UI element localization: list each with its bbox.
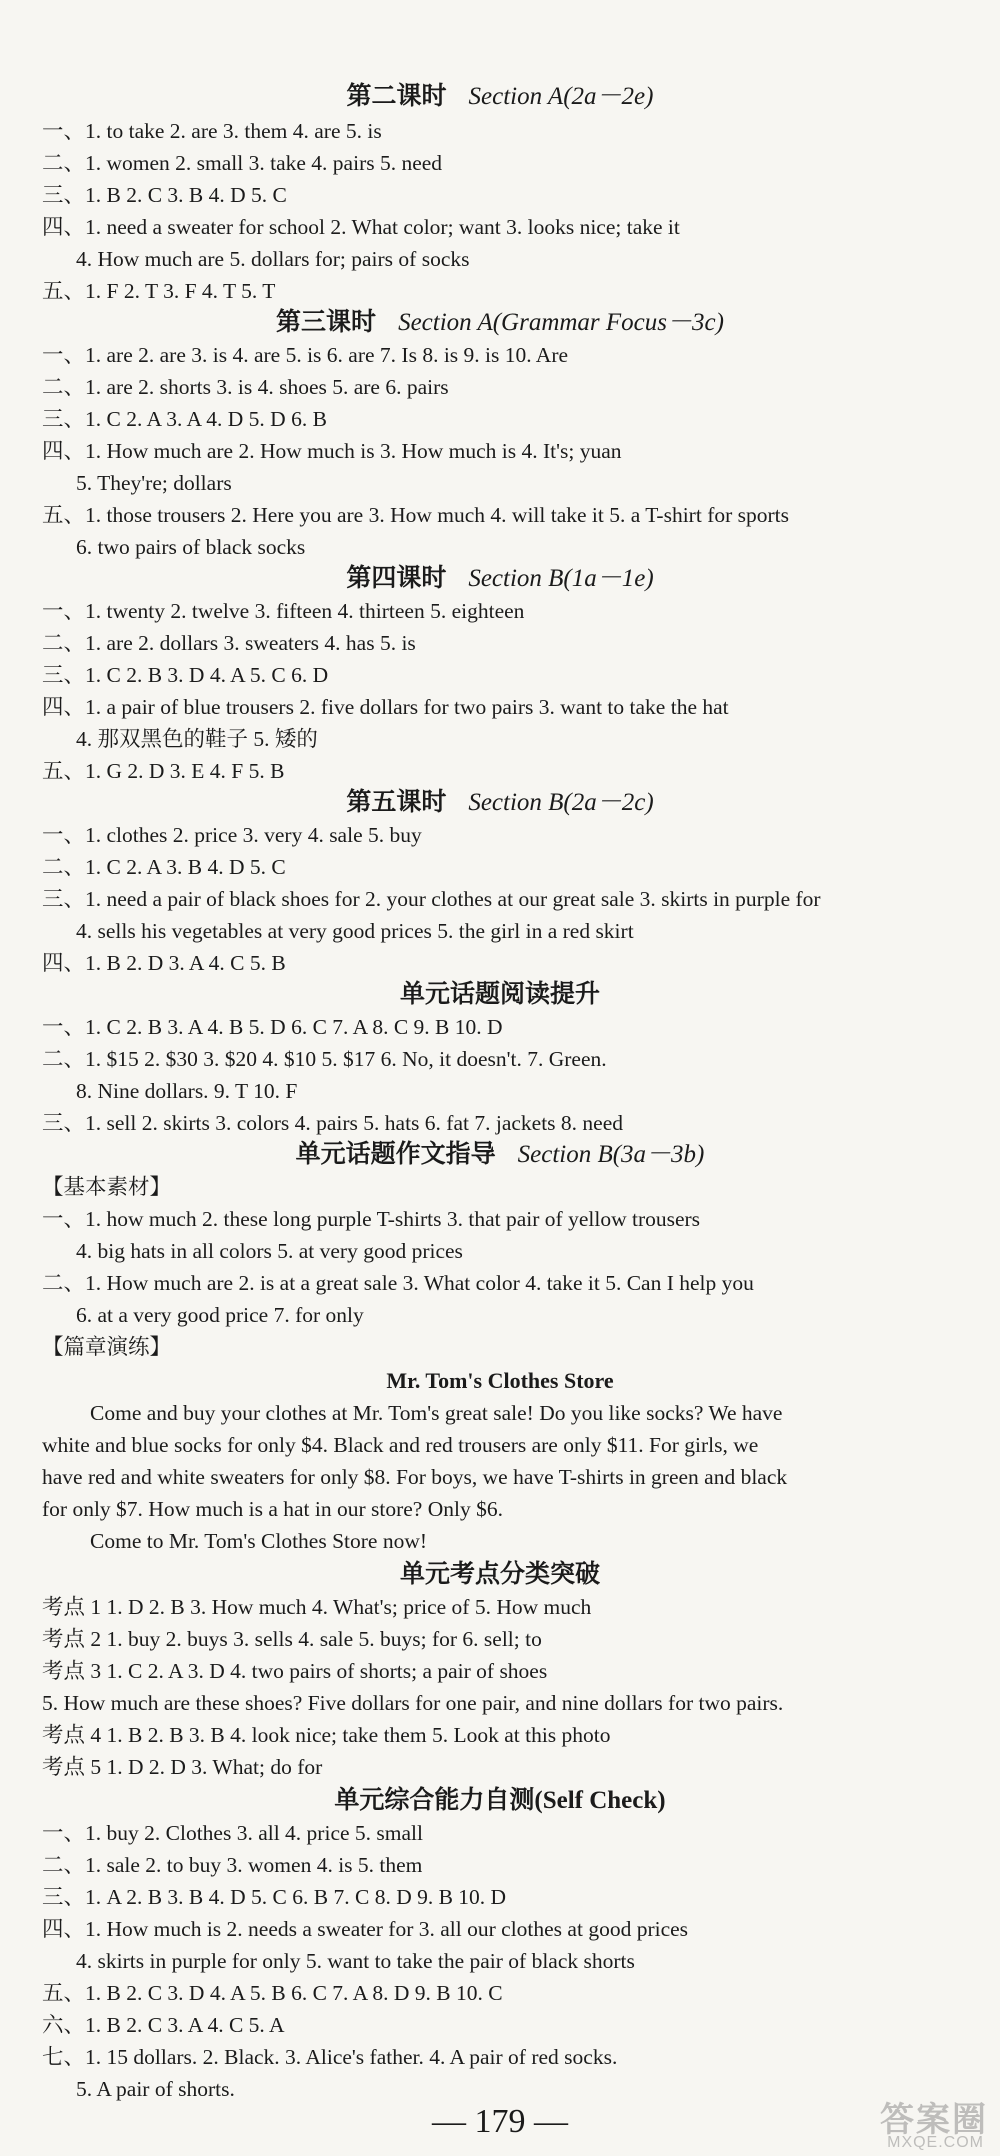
answer-line: 二、1. are 2. dollars 3. sweaters 4. has 5. is xyxy=(42,631,416,655)
writing-title: 单元话题作文指导 Section B(3a－3b) xyxy=(295,1141,705,1168)
lesson-title-5: 第五课时 Section B(2a－2c) xyxy=(346,789,654,816)
answer-line: 一、1. to take 2. are 3. them 4. are 5. is xyxy=(42,119,382,143)
answer-line: 六、1. B 2. C 3. A 4. C 5. A xyxy=(42,2013,285,2037)
answer-line: 考点 1 1. D 2. B 3. How much 4. What's; price of 5. How much xyxy=(42,1595,592,1619)
answer-line: 二、1. are 2. shorts 3. is 4. shoes 5. are 6. pairs xyxy=(42,375,449,399)
kaodian-title: 单元考点分类突破 xyxy=(399,1561,600,1588)
answer-line: 二、1. How much are 2. is at a great sale 3. What color 4. take it 5. Can I help you xyxy=(42,1271,754,1295)
answer-line: 6. at a very good price 7. for only xyxy=(76,1303,364,1327)
answer-line: 四、1. B 2. D 3. A 4. C 5. B xyxy=(42,951,286,975)
answer-line: 考点 4 1. B 2. B 3. B 4. look nice; take them 5. Look at this photo xyxy=(42,1723,611,1747)
section-label: 【基本素材】 xyxy=(42,1175,172,1199)
answer-line: 三、1. C 2. B 3. D 4. A 5. C 6. D xyxy=(42,663,329,687)
answer-line: 四、1. How much is 2. needs a sweater for 3. all our clothes at good prices xyxy=(42,1917,689,1941)
answer-line: 二、1. C 2. A 3. B 4. D 5. C xyxy=(42,855,286,879)
answer-line: 二、1. $15 2. $30 3. $20 4. $10 5. $17 6. No, it doesn't. 7. Green. xyxy=(42,1047,607,1071)
answer-line: 五、1. those trousers 2. Here you are 3. How much 4. will take it 5. a T-shirt for sports xyxy=(42,503,789,527)
answer-line: 4. 那双黑色的鞋子 5. 矮的 xyxy=(76,727,318,751)
answer-line: 四、1. need a sweater for school 2. What color; want 3. looks nice; take it xyxy=(42,215,680,239)
lesson-title-3: 第三课时 Section A(Grammar Focus－3c) xyxy=(276,309,724,336)
answer-line: 考点 2 1. buy 2. buys 3. sells 4. sale 5. buys; for 6. sell; to xyxy=(42,1627,542,1651)
selfcheck-title: 单元综合能力自测(Self Check) xyxy=(334,1787,666,1814)
answer-line: 五、1. G 2. D 3. E 4. F 5. B xyxy=(42,759,285,783)
answer-line: 4. sells his vegetables at very good prices 5. the girl in a red skirt xyxy=(76,919,634,943)
answer-line: 一、1. C 2. B 3. A 4. B 5. D 6. C 7. A 8. C 9. B 10. D xyxy=(42,1015,503,1039)
answer-line: 四、1. How much are 2. How much is 3. How much is 4. It's; yuan xyxy=(42,439,622,463)
answer-line: 五、1. B 2. C 3. D 4. A 5. B 6. C 7. A 8. D 9. B 10. C xyxy=(42,1981,503,2005)
page-number: — 179 — xyxy=(432,2103,568,2140)
answer-line: 5. How much are these shoes? Five dollars for one pair, and nine dollars for two pairs. xyxy=(42,1691,784,1715)
lesson-title-2: 第二课时 Section A(2a－2e) xyxy=(346,83,654,110)
answer-line: 三、1. C 2. A 3. A 4. D 5. D 6. B xyxy=(42,407,327,431)
answer-line: 考点 3 1. C 2. A 3. D 4. two pairs of shorts; a pair of shoes xyxy=(42,1659,548,1683)
answer-line: 五、1. F 2. T 3. F 4. T 5. T xyxy=(42,279,276,303)
section-label: 【篇章演练】 xyxy=(42,1335,172,1359)
answer-line: 一、1. how much 2. these long purple T-shirts 3. that pair of yellow trousers xyxy=(42,1207,701,1231)
answer-line: 三、1. need a pair of black shoes for 2. your clothes at our great sale 3. skirts in purple for xyxy=(42,887,821,911)
reading-title: 单元话题阅读提升 xyxy=(399,981,600,1008)
answer-line: 4. big hats in all colors 5. at very good prices xyxy=(76,1239,463,1263)
watermark: 答案圈 MXQE.COM xyxy=(880,2101,988,2151)
answer-line: 5. They're; dollars xyxy=(76,471,232,495)
answer-line: 三、1. A 2. B 3. B 4. D 5. C 6. B 7. C 8. D 9. B 10. D xyxy=(42,1885,507,1909)
answer-line: 一、1. twenty 2. twelve 3. fifteen 4. thirteen 5. eighteen xyxy=(42,599,525,623)
answer-line: 四、1. a pair of blue trousers 2. five dollars for two pairs 3. want to take the hat xyxy=(42,695,729,719)
lesson-title-4: 第四课时 Section B(1a－1e) xyxy=(346,565,654,592)
answer-line: 一、1. buy 2. Clothes 3. all 4. price 5. small xyxy=(42,1821,423,1845)
answer-line: 一、1. clothes 2. price 3. very 4. sale 5. buy xyxy=(42,823,422,847)
answer-line: 考点 5 1. D 2. D 3. What; do for xyxy=(42,1755,323,1779)
answer-line: 三、1. sell 2. skirts 3. colors 4. pairs 5. hats 6. fat 7. jackets 8. need xyxy=(42,1111,623,1135)
answer-line: 七、1. 15 dollars. 2. Black. 3. Alice's father. 4. A pair of red socks. xyxy=(42,2045,618,2069)
essay-title: Mr. Tom's Clothes Store xyxy=(386,1368,614,1393)
answer-line: 三、1. B 2. C 3. B 4. D 5. C xyxy=(42,183,287,207)
answer-line: 6. two pairs of black socks xyxy=(76,535,306,559)
essay-line: white and blue socks for only $4. Black and red trousers are only $11. For girls, we xyxy=(42,1433,759,1457)
answer-line: 二、1. women 2. small 3. take 4. pairs 5. need xyxy=(42,151,443,175)
answer-line: 5. A pair of shorts. xyxy=(76,2077,235,2101)
answer-line: 一、1. are 2. are 3. is 4. are 5. is 6. are 7. Is 8. is 9. is 10. Are xyxy=(42,343,569,367)
essay-line: have red and white sweaters for only $8. For boys, we have T-shirts in green and black xyxy=(42,1465,788,1489)
answer-line: 4. How much are 5. dollars for; pairs of socks xyxy=(76,247,470,271)
essay-line: Come and buy your clothes at Mr. Tom's great sale! Do you like socks? We have xyxy=(90,1401,783,1425)
answer-line: 4. skirts in purple for only 5. want to take the pair of black shorts xyxy=(76,1949,635,1973)
essay-line: for only $7. How much is a hat in our store? Only $6. xyxy=(42,1497,503,1521)
answer-line: 8. Nine dollars. 9. T 10. F xyxy=(76,1079,298,1103)
essay-line: Come to Mr. Tom's Clothes Store now! xyxy=(90,1529,428,1553)
answer-line: 二、1. sale 2. to buy 3. women 4. is 5. them xyxy=(42,1853,423,1877)
